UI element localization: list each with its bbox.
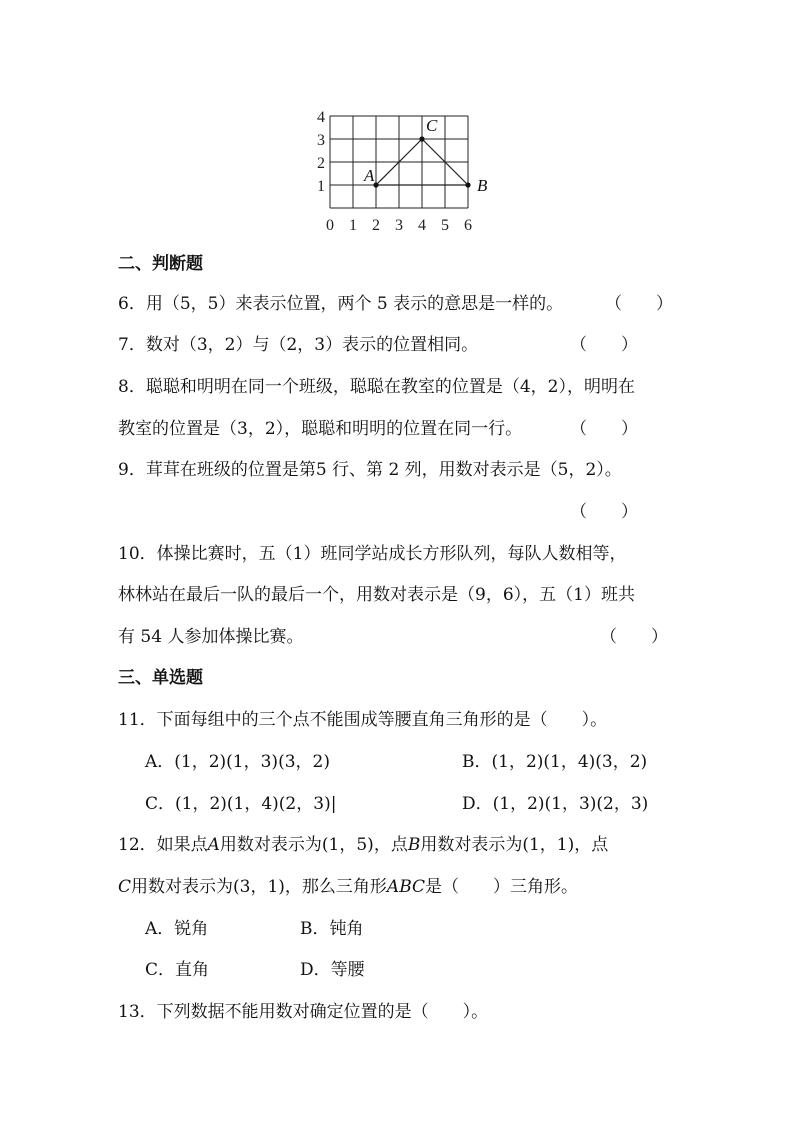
- q12-option-d[interactable]: D．等腰: [300, 960, 365, 980]
- point-label-a: A: [364, 166, 375, 185]
- q12-var-b: B: [407, 835, 421, 855]
- x-tick-label: 2: [372, 217, 380, 234]
- q11-option-c[interactable]: C．(1，2)(1，4)(2，3)|: [145, 794, 337, 814]
- point-c: [419, 136, 424, 141]
- point-label-c: C: [426, 116, 438, 135]
- coordinate-grid-figure: [305, 108, 495, 236]
- answer-blank-7[interactable]: （ ）: [570, 335, 638, 355]
- question-8-line1: 8．聪聪和明明在同一个班级，聪聪在教室的位置是（4，2），明明在: [118, 377, 635, 397]
- x-tick-label: 6: [464, 217, 472, 234]
- y-tick-label: 4: [317, 109, 325, 126]
- question-10-line2: 林林站在最后一队的最后一个，用数对表示是（9，6），五（1）班共: [118, 585, 635, 605]
- q12-var-a: A: [207, 835, 220, 855]
- section-heading-single-choice: 三、单选题: [118, 668, 203, 688]
- q12-text-part1: 12．如果点: [118, 835, 208, 855]
- y-tick-label: 2: [317, 155, 325, 172]
- answer-blank-6[interactable]: （ ）: [605, 294, 673, 314]
- q12-var-abc: ABC: [386, 877, 426, 897]
- question-10-line3: 有 54 人参加体操比赛。: [118, 627, 304, 647]
- question-12-line2: [118, 875, 578, 899]
- q12-text-part5: 是（ ）三角形。: [425, 877, 579, 897]
- q12-option-c[interactable]: C．直角: [145, 960, 210, 980]
- grid-points: [363, 116, 488, 195]
- x-tick-label: 5: [441, 217, 449, 234]
- y-tick-label: 1: [317, 178, 325, 195]
- q12-text-part3: 用数对表示为(1，1)，点: [420, 835, 609, 855]
- question-12-line1: [118, 833, 608, 857]
- question-6: 6．用（5，5）来表示位置，两个 5 表示的意思是一样的。: [118, 294, 564, 314]
- q12-option-b[interactable]: B．钝角: [300, 919, 364, 939]
- x-tick-label: 3: [395, 217, 403, 234]
- q11-option-d[interactable]: D．(1，2)(1，3)(2，3): [462, 794, 649, 814]
- answer-blank-8[interactable]: （ ）: [570, 419, 638, 439]
- x-tick-label: 4: [418, 217, 426, 234]
- question-13: 13．下列数据不能用数对确定位置的是（ ）。: [118, 1002, 489, 1022]
- y-axis-ticks: [317, 109, 325, 195]
- question-8-line2: 教室的位置是（3，2），聪聪和明明的位置在同一行。: [118, 419, 523, 439]
- q12-var-c: C: [118, 877, 132, 897]
- q12-text-part4: 用数对表示为(3，1)，那么三角形: [131, 877, 387, 897]
- point-b: [465, 182, 470, 187]
- section-heading-judgment: 二、判断题: [118, 254, 203, 274]
- point-label-b: B: [477, 176, 488, 195]
- question-11: 11．下面每组中的三个点不能围成等腰直角三角形的是（ ）。: [118, 710, 608, 730]
- x-tick-label: 1: [349, 217, 357, 234]
- y-tick-label: 3: [317, 132, 325, 149]
- question-9: 9．茸茸在班级的位置是第5 行、第 2 列，用数对表示是（5，2）。: [118, 460, 622, 480]
- q12-text-part2: 用数对表示为(1，5)，点: [219, 835, 408, 855]
- q11-option-a[interactable]: A．(1，2)(1，3)(3，2): [145, 752, 330, 772]
- q11-option-b[interactable]: B．(1，2)(1，4)(3，2): [462, 752, 648, 772]
- q12-option-a[interactable]: A．锐角: [145, 919, 209, 939]
- answer-blank-9[interactable]: （ ）: [570, 502, 638, 522]
- x-tick-label: 0: [326, 217, 334, 234]
- answer-blank-10[interactable]: （ ）: [600, 627, 668, 647]
- question-7: 7．数对（3，2）与（2，3）表示的位置相同。: [118, 335, 479, 355]
- question-10-line1: 10．体操比赛时，五（1）班同学站成长方形队列，每队人数相等，: [118, 544, 627, 564]
- x-axis-ticks: [326, 217, 472, 234]
